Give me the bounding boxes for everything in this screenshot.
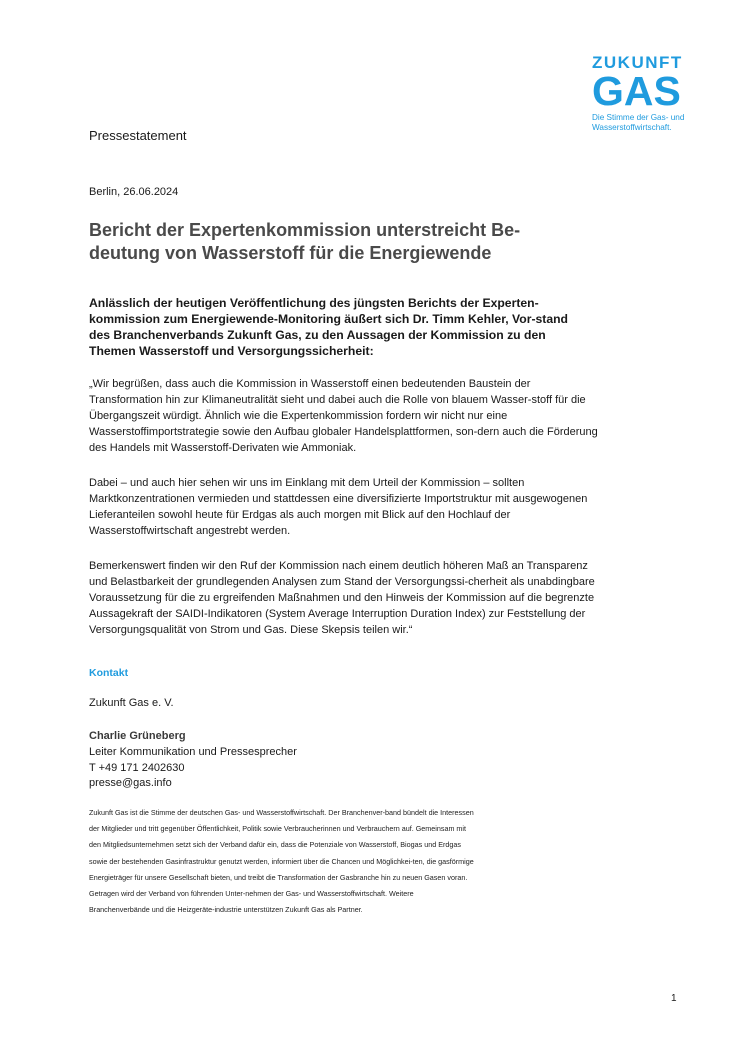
- contact-email[interactable]: presse@gas.info: [89, 777, 172, 790]
- body-paragraph-3: Bemerkenswert finden wir den Ruf der Kommission nach einem deutlich höheren Maß an Transparenz und Belastbarkeit der grundlegenden Analysen zum Stand der Versorgungssi-cherheit als unabdingbare Voraussetzung für die zu ergreifenden Maßnahmen und den Hinweis der Kommission auf die begrenzte Aussagekraft der SAIDI-Indikatoren (System Average Interruption Duration Index) zur Feststellung der Versorgungsqualität von Strom und Gas. Diese Skepsis teilen wir.“: [89, 560, 595, 636]
- lead-paragraph: Anlässlich der heutigen Veröffentlichung des jüngsten Berichts der Experten-kommission zum Energiewende-Monitoring äußert sich Dr. Timm Kehler, Vor-stand des Branchenverbands Zukunft Gas, zu den Aussagen der Kommission zu den Themen Wasserstoff und Versorgungssicherheit:: [89, 296, 569, 358]
- contact-name: Charlie Grüneberg: [89, 730, 186, 742]
- document-type: Pressestatement: [89, 128, 187, 143]
- logo-tagline-2: Wasserstoffwirtschaft.: [592, 123, 672, 132]
- logo-tagline: [592, 113, 702, 133]
- contact-person: [89, 729, 297, 792]
- about-boilerplate: Zukunft Gas ist die Stimme der deutschen Gas- und Wasserstoffwirtschaft. Der Branchenver-band bündelt die Interessen der Mitglieder und tritt gegenüber Öffentlichkeit, Politik sowie Verbraucherinnen und Verbrauchern auf. Gemeinsam mit den Mitgliedsunternehmen setzt sich der Verband dafür ein, dass die Potenziale von Wasserstoff, Biogas und Erdgas sowie der bestehenden Gasinfrastruktur genutzt werden, informiert über die Chancen und Möglichkei-ten, die gasförmige Energieträger für unsere Gesellschaft bieten, und treibt die Transformation der Gasbranche hin zu neuen Gasen voran. Getragen wird der Verband von führenden Unter-nehmen der Gas- und Wasserstoffwirtschaft. Weitere Branchenverbände und die Heizgeräte-industrie unterstützen Zukunft Gas als Partner.: [89, 808, 474, 915]
- logo-line-gas: GAS: [592, 68, 681, 114]
- headline: Bericht der Expertenkommission unterstreicht Be-deutung von Wasserstoff für die Energiewende: [89, 220, 521, 263]
- contact-organization: Zukunft Gas e. V.: [89, 697, 174, 709]
- logo-line-zukunft: ZUKUNFT: [592, 53, 683, 72]
- body-paragraph-1: „Wir begrüßen, dass auch die Kommission in Wasserstoff einen bedeutenden Baustein der Transformation hin zur Klimaneutralität sieht und dabei auch die Rolle von blauem Wasser-stoff für die Übergangszeit würdigt. Ähnlich wie die Expertenkommission fordern wir nicht nur eine Wasserstoffimportstrategie sowie den Aufbau globaler Handelsplattformen, son-dern auch die Förderung des Handels mit Wasserstoff-Derivaten wie Ammoniak.: [89, 378, 598, 454]
- zukunft-gas-logo: [592, 54, 702, 133]
- body-paragraph-2: Dabei – und auch hier sehen wir uns im Einklang mit dem Urteil der Kommission – sollten Marktkonzentrationen vermieden und stattdessen eine diversifizierte Importstruktur mit ausgewogenen Lieferanteilen sowohl heute für Erdgas als auch morgen mit Blick auf den Hochlauf der Wasserstoffwirtschaft angestrebt werden.: [89, 477, 588, 537]
- contact-role: Leiter Kommunikation und Pressesprecher: [89, 745, 297, 758]
- logo-tagline-1: Die Stimme der Gas- und: [592, 113, 685, 122]
- contact-phone[interactable]: T +49 171 2402630: [89, 761, 185, 774]
- page-number: 1: [671, 993, 677, 1004]
- dateline: Berlin, 26.06.2024: [89, 186, 179, 198]
- contact-heading: Kontakt: [89, 667, 129, 679]
